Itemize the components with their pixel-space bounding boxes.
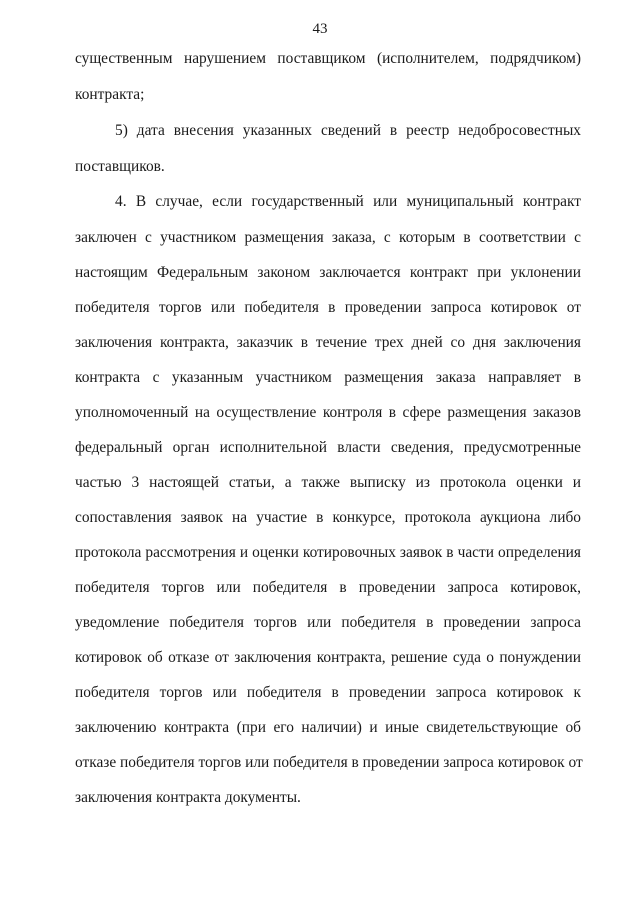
text-line: котировок об отказе от заключения контракта, решение суда о понуждении xyxy=(75,649,581,666)
text-line: победителя торгов или победителя в проведении запроса котировок от xyxy=(75,299,581,316)
text-line: настоящим Федеральным законом заключается контракт при уклонении xyxy=(75,264,581,281)
text-line: протокола рассмотрения и оценки котировочных заявок в части определения xyxy=(75,544,581,561)
text-line: сопоставления заявок на участие в конкурсе, протокола аукциона либо xyxy=(75,509,581,526)
page-number: 43 xyxy=(312,21,328,37)
text-line: победителя торгов или победителя в проведении запроса котировок, xyxy=(75,579,581,596)
text-line: контракта с указанным участником размещения заказа направляет в xyxy=(75,369,581,386)
text-line: частью 3 настоящей статьи, а также выписку из протокола оценки и xyxy=(75,474,581,491)
text-line: победителя торгов или победителя в проведении запроса котировок к xyxy=(75,684,581,701)
text-line: 4. В случае, если государственный или муниципальный контракт xyxy=(115,193,581,210)
text-line: заключения контракта, заказчик в течение трех дней со дня заключения xyxy=(75,334,581,351)
text-line: контракта; xyxy=(75,86,145,103)
text-line: существенным нарушением поставщиком (исполнителем, подрядчиком) xyxy=(75,50,581,67)
text-line: федеральный орган исполнительной власти сведения, предусмотренные xyxy=(75,439,581,456)
text-line: уполномоченный на осуществление контроля в сфере размещения заказов xyxy=(75,404,581,421)
text-line: заключения контракта документы. xyxy=(75,789,301,806)
text-line: отказе победителя торгов или победителя в проведении запроса котировок от xyxy=(75,754,583,771)
text-line: заключен с участником размещения заказа, с которым в соответствии с xyxy=(75,229,581,246)
text-line: уведомление победителя торгов или победителя в проведении запроса xyxy=(75,614,581,631)
text-line: заключению контракта (при его наличии) и иные свидетельствующие об xyxy=(75,719,581,736)
text-line: поставщиков. xyxy=(75,158,165,175)
text-line: 5) дата внесения указанных сведений в реестр недобросовестных xyxy=(115,122,581,139)
